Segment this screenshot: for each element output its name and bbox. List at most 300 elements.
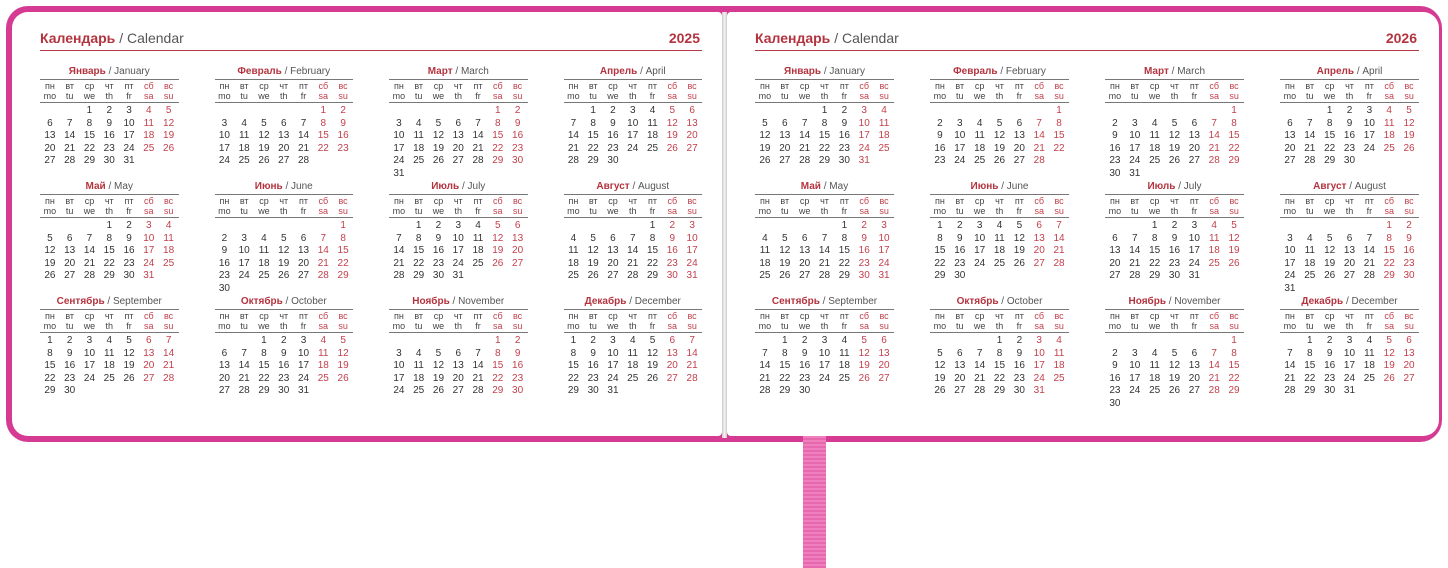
day-cell: 24 <box>452 257 464 269</box>
month-name-en: April <box>1362 66 1383 77</box>
weekday-header-ru <box>389 81 528 91</box>
weekday-en: sa <box>1384 91 1394 101</box>
day-cell: 10 <box>452 232 464 244</box>
day-cell: 27 <box>1403 372 1415 384</box>
day-cell: 27 <box>1013 155 1025 166</box>
month-block <box>215 295 354 407</box>
weekday-en: su <box>687 321 697 331</box>
weekday-en: sa <box>859 206 869 216</box>
day-cell: 8 <box>1306 347 1313 359</box>
day-cell: 3 <box>396 347 402 359</box>
month-name <box>1280 295 1419 308</box>
month-name-separator: / <box>1178 181 1181 192</box>
day-cell: 7 <box>475 347 481 359</box>
day-cell: 24 <box>818 372 831 384</box>
bookmark-ribbon[interactable] <box>803 436 826 568</box>
weekday-en: su <box>1229 321 1239 331</box>
day-cell: 21 <box>1129 257 1141 269</box>
day-cell: 4 <box>1151 117 1158 129</box>
day-cell: 20 <box>1188 372 1200 384</box>
day-cell: 29 <box>993 385 1006 396</box>
day-cell: 15 <box>567 360 579 371</box>
day-cell: 18 <box>163 245 175 256</box>
day-cell: 10 <box>1129 130 1141 141</box>
day-cell: 28 <box>974 385 986 396</box>
weekday-en: we <box>1323 321 1336 331</box>
day-cell: 7 <box>475 117 481 129</box>
divider <box>40 194 179 195</box>
day-cell: 12 <box>163 117 175 129</box>
weekday-en: mo <box>933 321 947 331</box>
weekday-en: we <box>1323 206 1336 216</box>
month-name-separator: / <box>640 66 643 77</box>
day-cell: 21 <box>1208 142 1220 154</box>
weekday-ru: ср <box>259 311 269 321</box>
day-cell: 16 <box>512 130 524 141</box>
divider <box>930 194 1069 195</box>
month-name-en: May <box>829 181 849 192</box>
month-name-en: September <box>828 296 878 307</box>
day-cell: 11 <box>104 347 115 359</box>
divider <box>389 194 528 195</box>
day-cell: 9 <box>280 347 287 359</box>
day-cell: 20 <box>143 360 155 371</box>
day-cell: 17 <box>297 360 310 371</box>
day-cell: 5 <box>1171 117 1178 129</box>
day-cell: 7 <box>1211 347 1217 359</box>
day-cell: 12 <box>1013 232 1025 244</box>
day-cell: 20 <box>607 257 619 269</box>
weekday-header-ru <box>564 196 703 206</box>
weekday-ru: чт <box>628 311 638 321</box>
day-cell: 8 <box>1231 347 1237 359</box>
weekday-en: tu <box>240 206 248 216</box>
month-name <box>215 65 354 78</box>
day-cell: 1 <box>570 335 577 346</box>
weekday-en: sa <box>859 321 869 331</box>
day-cell: 11 <box>1209 232 1220 244</box>
month-name <box>389 180 528 193</box>
weekday-ru: чт <box>820 196 829 206</box>
day-cell: 23 <box>123 257 135 269</box>
weekday-header-ru <box>930 196 1069 206</box>
day-cell: 26 <box>258 155 270 166</box>
day-cell: 26 <box>1168 385 1181 396</box>
weekday-en: mo <box>567 321 580 331</box>
day-cell: 24 <box>686 257 698 269</box>
weekday-ru: сб <box>859 81 870 91</box>
day-cell: 5 <box>261 117 267 129</box>
weekday-ru: вт <box>588 81 598 91</box>
day-cell: 7 <box>762 347 768 359</box>
weekday-en: th <box>628 91 637 101</box>
day-cell: 30 <box>1324 385 1336 396</box>
day-cell: 11 <box>258 245 270 256</box>
day-cell: 2 <box>861 220 867 231</box>
day-cell: 2 <box>514 105 521 116</box>
weekday-ru: чт <box>1345 196 1354 206</box>
weekday-en: we <box>432 91 445 101</box>
weekday-en: mo <box>567 91 580 101</box>
divider <box>755 194 894 195</box>
weekday-ru: чт <box>104 81 114 91</box>
weekday-header-en <box>930 91 1069 101</box>
weekday-ru: сб <box>492 81 503 91</box>
weekday-en: fr <box>1191 321 1198 331</box>
day-cell: 25 <box>143 142 155 154</box>
day-cell: 6 <box>146 335 152 346</box>
month-name-ru: Май <box>800 181 821 192</box>
month-name <box>40 295 179 308</box>
day-cell: 14 <box>818 245 831 256</box>
day-cell: 22 <box>646 257 659 269</box>
day-cell: 31 <box>1033 385 1045 396</box>
day-cell: 2 <box>1171 220 1178 231</box>
day-cell: 18 <box>974 142 986 154</box>
day-cell: 2 <box>1346 105 1353 116</box>
weekday-ru: вс <box>513 81 523 91</box>
day-cell: 4 <box>1386 105 1392 116</box>
weekday-ru: ср <box>433 311 444 321</box>
day-cell: 27 <box>278 155 290 166</box>
day-cell: 10 <box>1129 360 1141 371</box>
weekday-en: we <box>432 206 445 216</box>
day-cell: 21 <box>472 142 484 154</box>
weekday-ru: пн <box>1110 196 1120 206</box>
day-grid <box>1280 105 1419 168</box>
day-cell: 15 <box>413 245 425 256</box>
page-header <box>40 28 702 51</box>
day-cell: 19 <box>858 360 870 371</box>
weekday-ru: вс <box>1229 81 1239 91</box>
day-cell: 5 <box>996 117 1003 129</box>
day-cell: 27 <box>297 270 310 281</box>
day-cell: 25 <box>1304 270 1316 281</box>
day-cell: 18 <box>1363 360 1375 371</box>
day-cell: 22 <box>1228 372 1240 384</box>
day-cell: 23 <box>512 372 524 384</box>
weekday-ru: вт <box>1305 196 1315 206</box>
weekday-en: tu <box>414 321 423 331</box>
weekday-ru: ср <box>259 81 269 91</box>
month-name-en: January <box>829 66 865 77</box>
weekday-en: su <box>879 91 889 101</box>
day-cell: 9 <box>106 117 113 129</box>
weekday-header-en <box>1105 321 1244 331</box>
weekday-ru: пн <box>44 81 55 91</box>
day-cell: 20 <box>452 142 464 154</box>
day-cell: 15 <box>646 245 659 256</box>
month-name-en: August <box>1354 181 1386 192</box>
weekday-ru: пт <box>1189 196 1199 206</box>
weekday-en: mo <box>758 91 772 101</box>
weekday-ru: вт <box>414 81 424 91</box>
day-cell: 12 <box>779 245 791 256</box>
weekday-en: su <box>1404 206 1414 216</box>
day-grid <box>1280 220 1419 295</box>
weekday-en: th <box>820 321 829 331</box>
day-cell: 23 <box>278 372 290 384</box>
day-cell: 1 <box>320 105 327 116</box>
day-cell: 26 <box>432 385 445 396</box>
day-grid <box>930 220 1069 283</box>
day-cell: 26 <box>666 142 678 154</box>
month-name-ru: Март <box>427 66 453 77</box>
day-cell: 14 <box>1053 232 1065 244</box>
day-cell: 28 <box>1053 257 1065 269</box>
day-cell: 24 <box>393 155 405 166</box>
day-cell: 13 <box>143 347 155 359</box>
divider <box>40 79 179 80</box>
day-cell: 23 <box>858 257 870 269</box>
day-cell: 29 <box>779 385 791 396</box>
weekday-en: sa <box>493 206 503 216</box>
weekday-en: su <box>1404 91 1414 101</box>
day-cell: 18 <box>1149 142 1161 154</box>
day-cell: 30 <box>103 155 115 166</box>
weekday-en: sa <box>1384 321 1394 331</box>
day-cell: 11 <box>318 347 329 359</box>
day-cell: 27 <box>779 155 791 166</box>
day-cell: 22 <box>587 142 599 154</box>
day-cell: 6 <box>1191 117 1198 129</box>
day-cell: 18 <box>627 360 639 371</box>
day-cell: 18 <box>838 360 850 371</box>
month-name-separator: / <box>632 181 636 192</box>
weekday-en: sa <box>318 321 329 331</box>
day-cell: 12 <box>1403 117 1415 129</box>
month-name-ru: Июнь <box>970 181 999 192</box>
weekday-en: mo <box>933 91 947 101</box>
day-cell: 1 <box>590 105 596 116</box>
day-cell: 10 <box>686 232 698 244</box>
weekday-header-en <box>40 206 179 216</box>
day-cell: 5 <box>762 117 768 129</box>
day-cell: 21 <box>686 360 698 371</box>
day-grid <box>389 220 528 283</box>
day-cell: 31 <box>1284 282 1296 294</box>
weekday-ru: вт <box>65 311 75 321</box>
title-ru: Календарь <box>40 30 116 46</box>
day-cell: 17 <box>686 245 698 256</box>
weekday-en: we <box>432 321 445 331</box>
weekday-header-ru <box>1105 196 1244 206</box>
weekday-header-en <box>755 91 894 101</box>
weekday-en: sa <box>667 91 678 101</box>
day-cell: 9 <box>1346 117 1353 129</box>
month-name <box>930 180 1069 193</box>
day-grid <box>930 105 1069 168</box>
day-cell: 2 <box>801 335 808 346</box>
month-block <box>40 295 179 407</box>
weekday-en: fr <box>126 206 132 216</box>
day-cell: 28 <box>1284 385 1296 396</box>
weekday-en: tu <box>65 91 74 101</box>
weekday-en: we <box>973 206 986 216</box>
month-block <box>930 65 1069 177</box>
day-cell: 26 <box>492 257 504 269</box>
day-cell: 25 <box>258 270 270 281</box>
month-block <box>40 65 179 177</box>
day-cell: 7 <box>86 232 93 244</box>
day-cell: 25 <box>759 270 771 281</box>
day-cell: 24 <box>1188 257 1200 269</box>
day-cell: 15 <box>44 360 56 371</box>
day-cell: 13 <box>297 245 310 256</box>
title-en: Calendar <box>841 30 899 46</box>
title-separator: / <box>119 30 124 46</box>
month-name-en: December <box>634 296 681 307</box>
day-cell: 26 <box>858 372 870 384</box>
day-cell: 3 <box>126 105 132 116</box>
day-cell: 17 <box>83 360 96 371</box>
divider <box>1280 217 1419 218</box>
day-cell: 18 <box>143 130 155 141</box>
day-cell: 29 <box>1304 385 1316 396</box>
weekday-ru: сб <box>667 196 678 206</box>
weekday-ru: вс <box>338 311 348 321</box>
weekday-ru: пн <box>219 81 230 91</box>
weekday-en: we <box>607 91 619 101</box>
weekday-ru: ср <box>433 196 444 206</box>
day-cell: 9 <box>1112 130 1118 141</box>
day-cell: 15 <box>1383 245 1395 256</box>
weekday-ru: пн <box>935 196 945 206</box>
weekday-ru: пт <box>839 311 849 321</box>
day-cell: 3 <box>396 117 402 129</box>
month-name-separator: / <box>461 181 465 192</box>
day-cell: 15 <box>337 245 349 256</box>
day-cell: 31 <box>686 270 698 281</box>
weekday-ru: пн <box>935 311 945 321</box>
day-cell: 6 <box>669 335 676 346</box>
month-name <box>564 65 703 78</box>
weekday-en: su <box>687 206 697 216</box>
day-cell: 17 <box>627 130 639 141</box>
day-cell: 19 <box>779 257 791 269</box>
day-cell: 10 <box>818 347 831 359</box>
day-cell: 12 <box>492 232 504 244</box>
weekday-en: su <box>1229 206 1239 216</box>
weekday-en: th <box>454 91 462 101</box>
day-cell: 8 <box>340 232 346 244</box>
weekday-ru: сб <box>1034 311 1045 321</box>
day-cell: 10 <box>1188 232 1200 244</box>
weekday-en: we <box>1148 321 1161 331</box>
month-name-ru: Июль <box>1147 181 1176 192</box>
month-name <box>755 180 894 193</box>
weekday-ru: вт <box>1130 81 1140 91</box>
month-block <box>1280 295 1419 407</box>
day-cell: 22 <box>337 257 349 269</box>
day-cell: 28 <box>1304 155 1316 166</box>
weekday-ru: ср <box>608 311 618 321</box>
weekday-en: tu <box>1131 321 1139 331</box>
day-cell: 29 <box>587 155 599 166</box>
day-cell: 29 <box>413 270 425 281</box>
day-cell: 17 <box>123 130 135 141</box>
day-cell: 13 <box>1013 130 1025 141</box>
day-cell: 8 <box>570 347 577 359</box>
weekday-ru: пт <box>648 196 658 206</box>
weekday-en: fr <box>300 321 307 331</box>
weekday-en: th <box>279 91 288 101</box>
day-cell: 4 <box>1151 347 1158 359</box>
day-cell: 6 <box>1287 117 1293 129</box>
day-cell: 1 <box>1326 105 1333 116</box>
divider <box>755 217 894 218</box>
day-cell: 24 <box>1343 372 1356 384</box>
weekday-ru: чт <box>453 196 463 206</box>
day-cell: 15 <box>1324 130 1336 141</box>
day-cell: 28 <box>567 155 579 166</box>
weekday-ru: пт <box>473 81 483 91</box>
weekday-ru: пн <box>1285 81 1295 91</box>
weekday-ru: пн <box>1285 196 1295 206</box>
day-cell: 30 <box>278 385 290 396</box>
weekday-ru: пт <box>839 81 849 91</box>
weekday-header-en <box>564 206 703 216</box>
day-cell: 12 <box>934 360 946 371</box>
weekday-header-en <box>215 206 354 216</box>
day-cell: 18 <box>317 360 329 371</box>
day-cell: 16 <box>512 360 524 371</box>
day-cell: 13 <box>686 117 698 129</box>
day-cell: 28 <box>759 385 771 396</box>
month-name-ru: Январь <box>784 66 822 77</box>
day-cell: 13 <box>666 347 678 359</box>
day-cell: 16 <box>1403 245 1415 256</box>
page-title <box>40 30 184 46</box>
day-cell: 13 <box>64 245 76 256</box>
day-cell: 2 <box>590 335 596 346</box>
day-cell: 3 <box>1366 105 1373 116</box>
day-cell: 25 <box>838 372 850 384</box>
weekday-ru: вс <box>338 196 348 206</box>
day-cell: 5 <box>1326 232 1333 244</box>
right-page <box>727 12 1439 436</box>
day-cell: 17 <box>218 142 230 154</box>
divider <box>40 102 179 103</box>
day-cell: 31 <box>607 385 619 396</box>
weekday-ru: вс <box>164 311 174 321</box>
divider <box>1105 309 1244 310</box>
weekday-ru: пт <box>473 196 483 206</box>
day-cell: 15 <box>1228 360 1240 371</box>
day-cell: 21 <box>1208 372 1220 384</box>
weekday-en: su <box>163 321 174 331</box>
day-cell: 19 <box>337 360 349 371</box>
day-cell: 3 <box>455 220 462 231</box>
divider <box>40 217 179 218</box>
day-cell: 23 <box>1324 372 1336 384</box>
day-cell: 3 <box>881 220 887 231</box>
weekday-ru: сб <box>1209 311 1220 321</box>
day-cell: 7 <box>1287 347 1293 359</box>
day-cell: 17 <box>878 245 890 256</box>
weekday-ru: пт <box>1364 196 1374 206</box>
day-cell: 3 <box>146 220 152 231</box>
month-name-ru: Сентябрь <box>56 296 105 307</box>
month-name-ru: Ноябрь <box>412 296 450 307</box>
day-cell: 9 <box>669 232 676 244</box>
weekday-en: sa <box>1034 91 1044 101</box>
day-cell: 30 <box>432 270 445 281</box>
day-cell: 2 <box>1112 117 1118 129</box>
day-cell: 15 <box>1053 130 1065 141</box>
weekday-en: mo <box>1108 91 1122 101</box>
weekday-header-en <box>1105 206 1244 216</box>
